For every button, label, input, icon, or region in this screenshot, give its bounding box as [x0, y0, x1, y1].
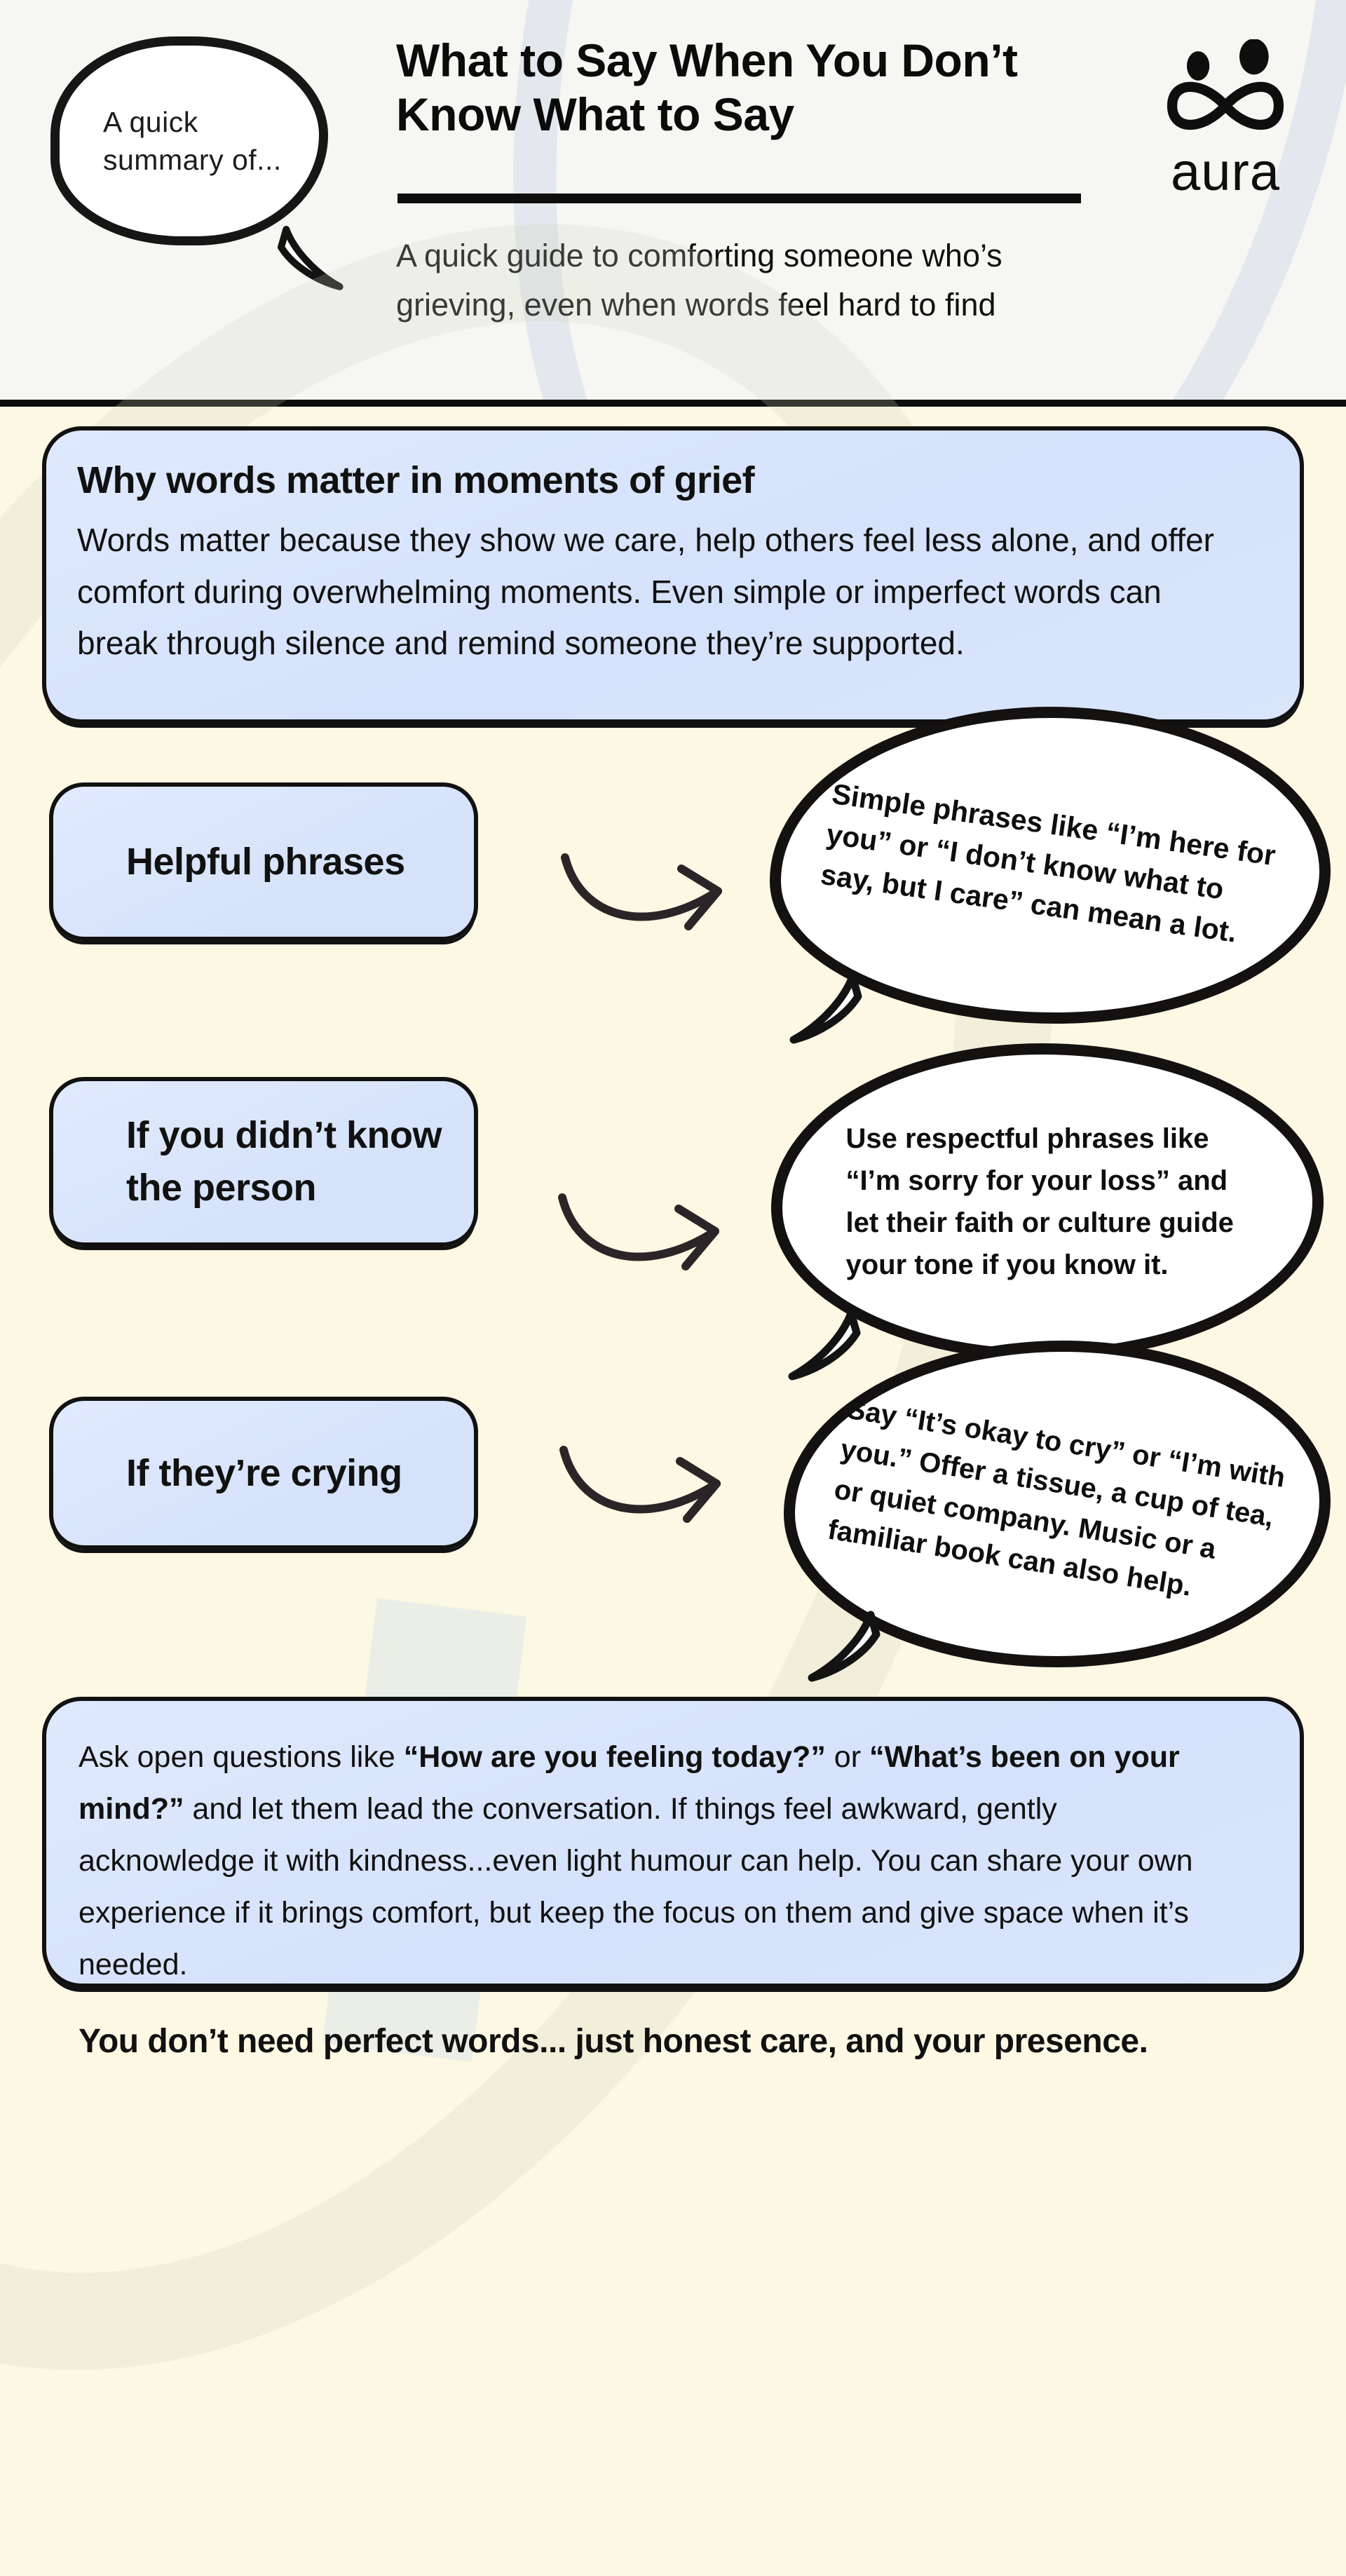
label-box-didnt-know-person — [49, 1077, 478, 1247]
logo-wordmark: aura — [1170, 142, 1281, 202]
bubble-text: Simple phrases like “I’m here for you” or “I don’t know what to say, but I care” can mean a lot. — [818, 777, 1277, 949]
page-title — [396, 34, 1097, 142]
curved-arrow-icon — [552, 1185, 749, 1290]
outro-bold-quote-1: “How are you feeling today?” — [403, 1740, 826, 1774]
page-title-line-2: Know What to Say — [396, 88, 794, 141]
intro-heading: Why words matter in moments of grief — [77, 459, 755, 501]
outro-lead: Ask open questions like — [79, 1740, 404, 1774]
section-label: If you didn’t know the person — [126, 1114, 442, 1209]
section-label: Helpful phrases — [126, 840, 405, 883]
outro-emphasis: You don’t need perfect words... just honest care, and your presence. — [79, 2022, 1148, 2060]
page-subtitle: A quick guide to comforting someone who’s grieving, even when words feel hard to find — [396, 238, 1002, 323]
curved-arrow-icon — [555, 845, 752, 950]
bubble-tail — [785, 969, 869, 1048]
summary-speech-bubble — [50, 36, 328, 245]
intro-body: Words matter because they show we care, help others feel less alone, and offer comfort during overwhelming moments. Even simple or imperfect words can break through silence and remind someone they’re supported. — [77, 522, 1214, 662]
outro-card — [42, 1697, 1304, 2060]
label-box-helpful-phrases — [49, 782, 478, 941]
outro-rest: and let them lead the conversation. If things feel awkward, gently acknowledge it with kindness...even light humour can help. You can share your own experience if it brings comfort, but keep the focus on them and give space when it’s needed. — [79, 1791, 1193, 1981]
intro-card — [42, 426, 1304, 724]
bubble-text: Use respectful phrases like “I’m sorry for your loss” and let their faith or culture guide your tone if you know it. — [845, 1123, 1234, 1280]
label-box-if-crying — [49, 1397, 478, 1550]
section-label: If they’re crying — [126, 1451, 402, 1494]
summary-note: A quick summary of... — [103, 105, 282, 176]
outro-bold-quote-2: “What’s been on your mind?” — [79, 1740, 1180, 1826]
infinity-people-icon — [1146, 39, 1305, 144]
bubble-tail — [784, 1306, 868, 1384]
bubble-tail — [803, 1607, 888, 1686]
title-underline — [397, 194, 1081, 203]
outro-connector: or — [825, 1740, 869, 1774]
page-title-line-1: What to Say When You Don’t — [396, 34, 1018, 86]
curved-arrow-icon — [554, 1437, 750, 1543]
summary-bubble-tail — [268, 223, 351, 293]
bubble-text: Say “It’s okay to cry” or “I’m with you.” Offer a tissue, a cup of tea, or quiet company. Music or a familiar book can also help. — [825, 1393, 1287, 1603]
aura-logo — [1141, 39, 1310, 202]
outro-paragraph — [79, 1732, 1235, 1991]
header — [0, 0, 1346, 400]
header-divider — [0, 400, 1346, 407]
